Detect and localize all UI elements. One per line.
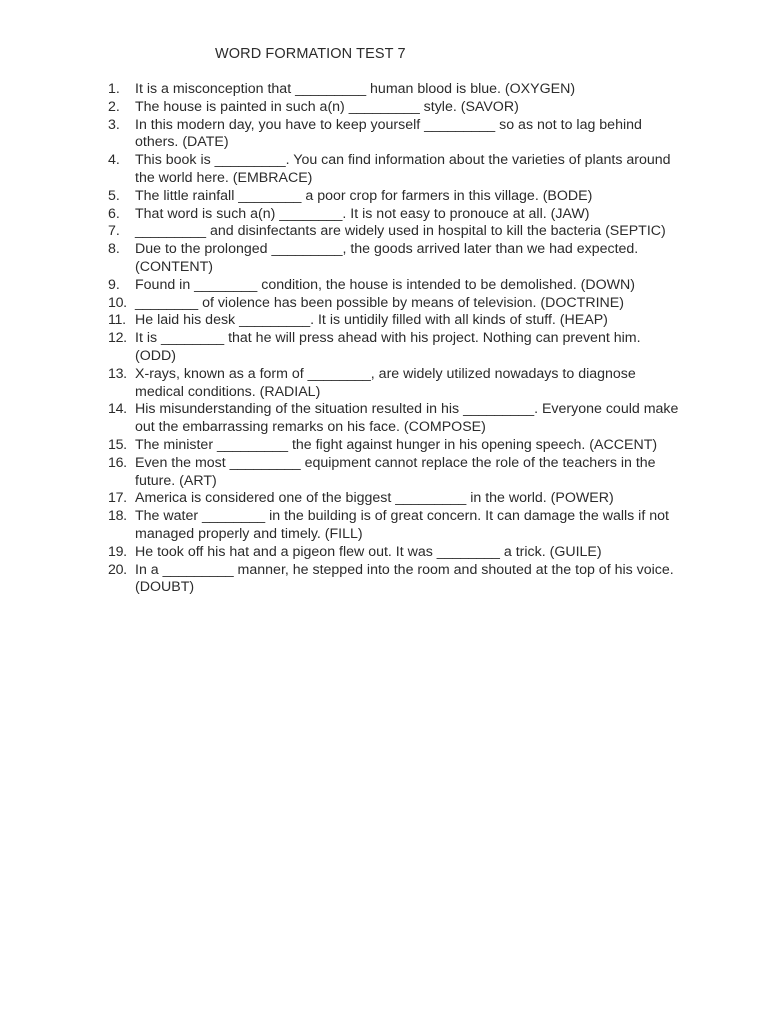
question-number: 17. bbox=[108, 490, 127, 507]
question-text: The minister _________ the fight against hunger in his opening speech. (ACCENT) bbox=[135, 436, 658, 453]
question-item bbox=[108, 366, 683, 402]
question-text: America is considered one of the biggest _________ in the world. (POWER) bbox=[135, 490, 614, 507]
question-number: 9. bbox=[108, 276, 120, 293]
question-number: 19. bbox=[108, 543, 127, 560]
question-number: 4. bbox=[108, 152, 120, 169]
question-text: The house is painted in such a(n) _________ style. (SAVOR) bbox=[135, 98, 519, 115]
question-text: This book is _________. You can find information about the varieties of plants around the world here. (EMBRACE) bbox=[135, 152, 671, 186]
question-text: X-rays, known as a form of ________, are widely utilized nowadays to diagnose medical conditions. (RADIAL) bbox=[135, 365, 636, 400]
question-text: He laid his desk _________. It is untidily filled with all kinds of stuff. (HEAP) bbox=[135, 312, 608, 329]
question-number: 13. bbox=[108, 365, 127, 382]
question-item bbox=[108, 99, 683, 117]
question-item bbox=[108, 152, 683, 188]
question-number: 6. bbox=[108, 205, 120, 222]
question-item bbox=[108, 490, 683, 508]
question-number: 12. bbox=[108, 330, 127, 347]
question-text: Even the most _________ equipment cannot replace the role of the teachers in the future. (ART) bbox=[135, 454, 656, 489]
question-number: 11. bbox=[108, 312, 126, 329]
question-item bbox=[108, 562, 683, 598]
question-text: Due to the prolonged _________, the goods arrived later than we had expected. (CONTENT) bbox=[135, 241, 639, 275]
question-text: The water ________ in the building is of great concern. It can damage the walls if not managed properly and timely. (FILL) bbox=[135, 508, 669, 542]
question-number: 16. bbox=[108, 454, 127, 471]
question-text: The little rainfall ________ a poor crop for farmers in this village. (BODE) bbox=[135, 187, 593, 204]
question-number: 18. bbox=[108, 508, 127, 525]
question-item bbox=[108, 277, 683, 295]
question-item bbox=[108, 188, 683, 206]
question-item bbox=[108, 437, 683, 455]
question-text: In a _________ manner, he stepped into the room and shouted at the top of his voice. (DOUBT) bbox=[135, 561, 674, 596]
page-title: WORD FORMATION TEST 7 bbox=[215, 46, 406, 62]
question-number: 14. bbox=[108, 401, 127, 418]
question-text: In this modern day, you have to keep yourself _________ so as not to lag behind others. (DATE) bbox=[135, 116, 642, 151]
question-item bbox=[108, 295, 683, 313]
question-text: It is ________ that he will press ahead with his project. Nothing can prevent him. (ODD) bbox=[135, 330, 641, 364]
question-item bbox=[108, 117, 683, 153]
question-list bbox=[108, 81, 683, 597]
question-number: 15. bbox=[108, 436, 127, 453]
question-text: It is a misconception that _________ human blood is blue. (OXYGEN) bbox=[135, 81, 576, 97]
question-item bbox=[108, 241, 683, 277]
question-text: ________ of violence has been possible by means of television. (DOCTRINE) bbox=[135, 294, 624, 311]
question-item bbox=[108, 206, 683, 224]
question-item bbox=[108, 81, 683, 99]
question-number: 2. bbox=[108, 98, 120, 115]
question-item bbox=[108, 544, 683, 562]
question-text: His misunderstanding of the situation resulted in his _________. Everyone could make out the embarrassing remarks on his face. (COMPOSE) bbox=[135, 401, 679, 436]
question-text: Found in ________ condition, the house is intended to be demolished. (DOWN) bbox=[135, 276, 636, 293]
question-number: 5. bbox=[108, 187, 120, 204]
question-number: 3. bbox=[108, 116, 120, 133]
question-item bbox=[108, 330, 683, 366]
question-number: 7. bbox=[108, 223, 120, 240]
question-text: That word is such a(n) ________. It is not easy to pronouce at all. (JAW) bbox=[135, 205, 590, 222]
question-text: He took off his hat and a pigeon flew out. It was ________ a trick. (GUILE) bbox=[135, 543, 602, 560]
question-number: 1. bbox=[108, 81, 120, 97]
question-item bbox=[108, 455, 683, 491]
question-number: 10. bbox=[108, 294, 127, 311]
question-number: 20. bbox=[108, 561, 127, 578]
question-text: _________ and disinfectants are widely used in hospital to kill the bacteria (SEPTIC) bbox=[135, 223, 666, 240]
question-item bbox=[108, 401, 683, 437]
question-item bbox=[108, 508, 683, 544]
question-item bbox=[108, 312, 683, 330]
question-item bbox=[108, 223, 683, 241]
question-number: 8. bbox=[108, 241, 120, 258]
